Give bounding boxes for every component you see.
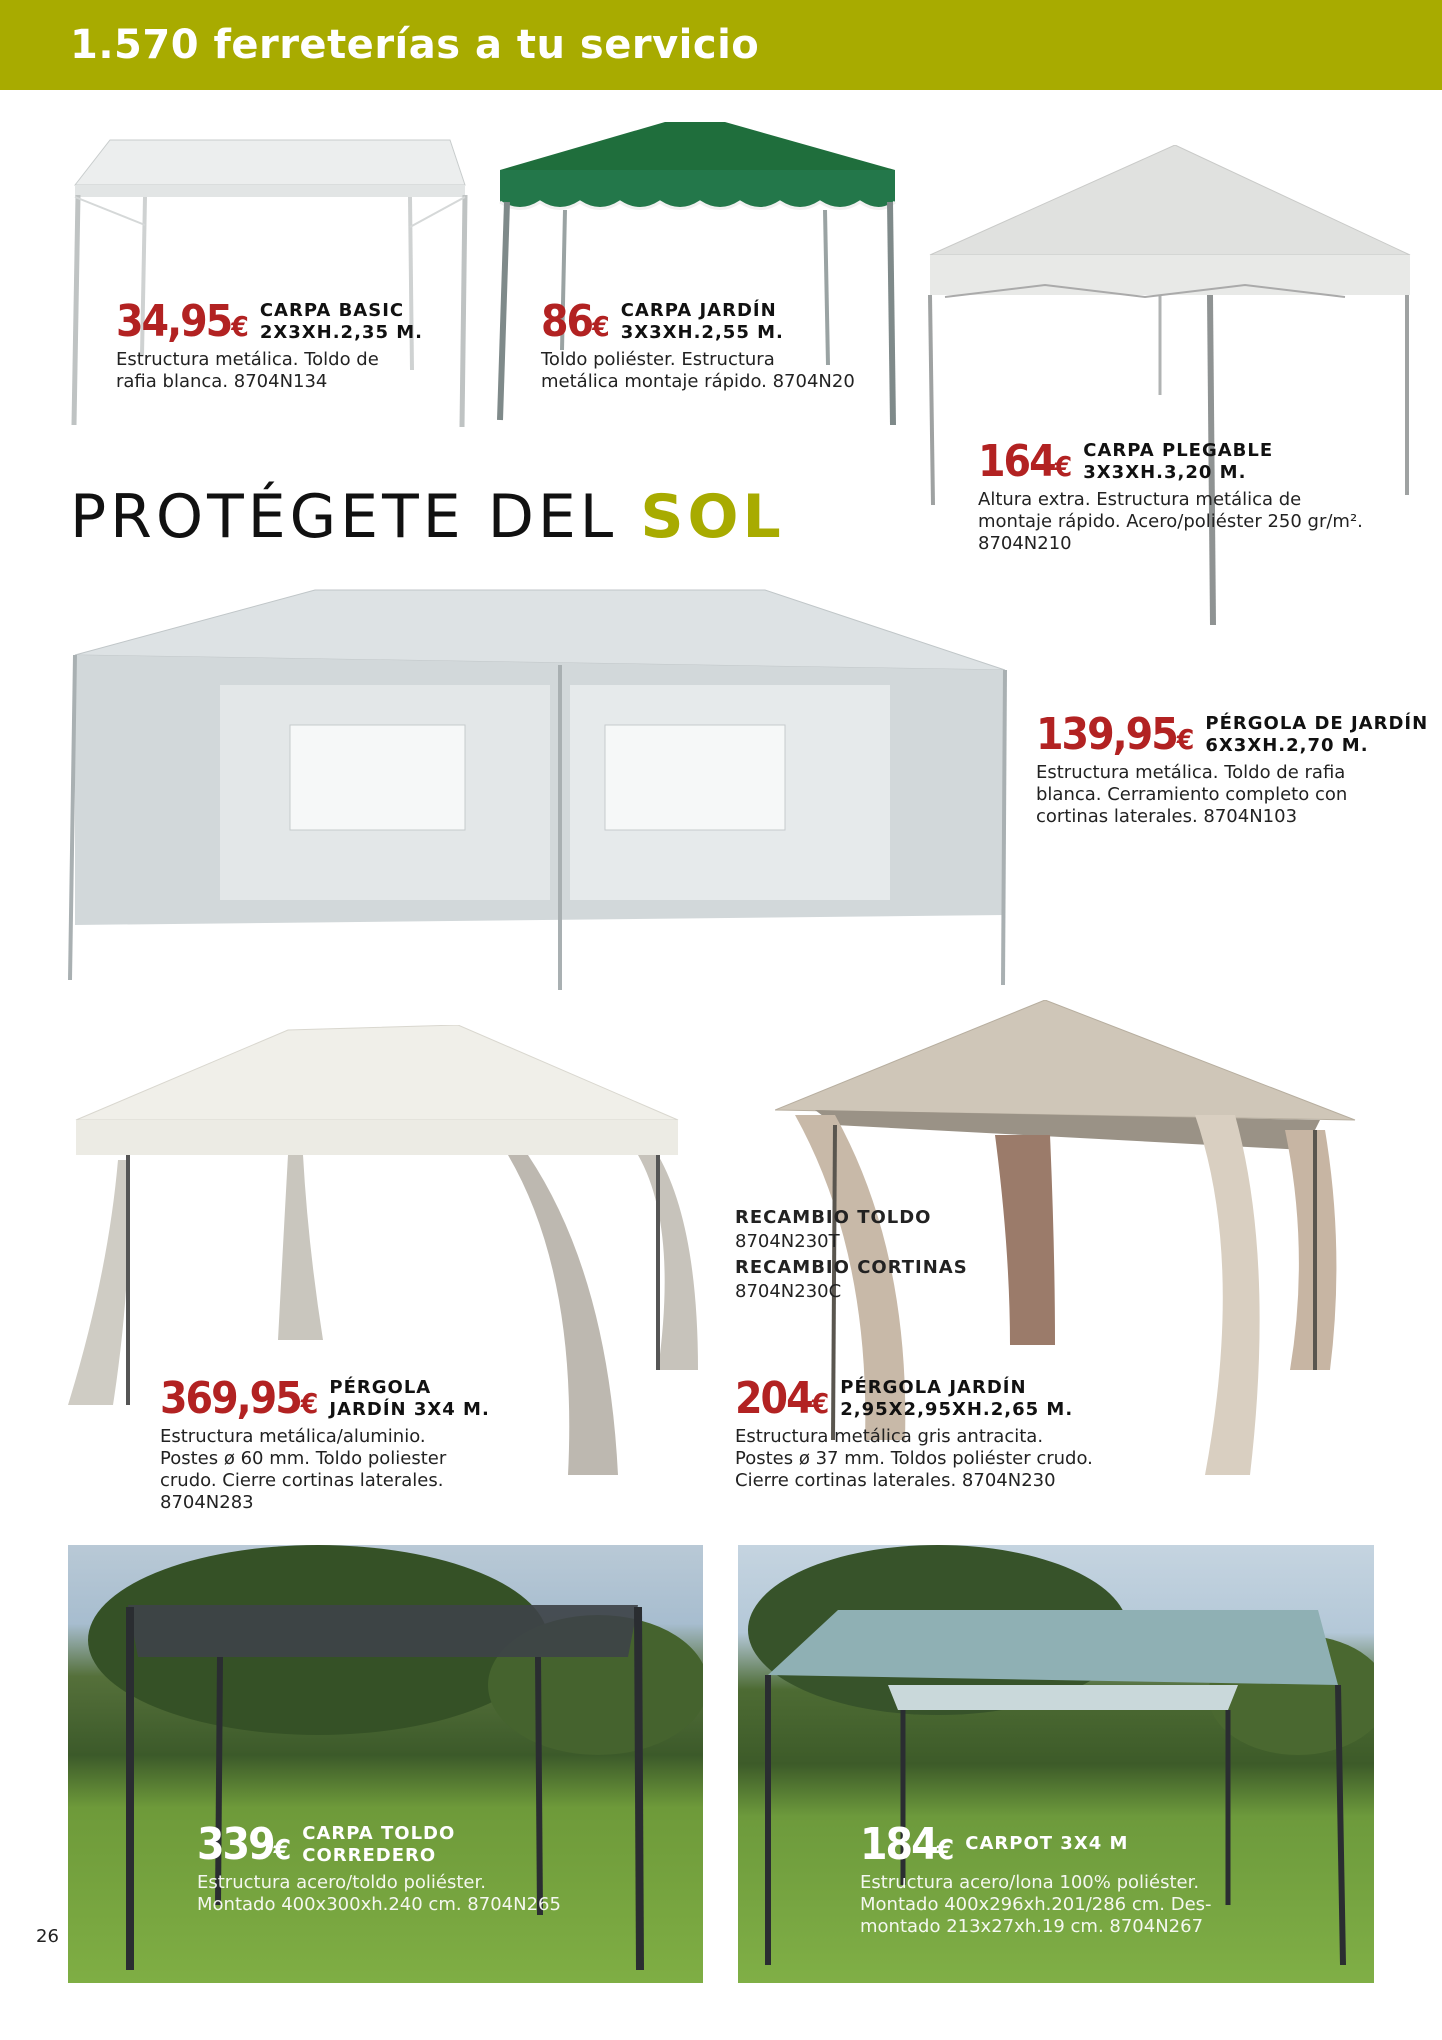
price-value: 369,95 bbox=[160, 1373, 301, 1424]
desc-line: Postes ø 37 mm. Toldos poliéster crudo. bbox=[735, 1448, 1093, 1469]
desc-line: Estructura metálica/aluminio. bbox=[160, 1426, 426, 1447]
desc-line: 8704N210 bbox=[978, 533, 1072, 554]
desc-line: Postes ø 60 mm. Toldo poliester bbox=[160, 1448, 447, 1469]
product-description bbox=[160, 1426, 490, 1514]
desc-line: crudo. Cierre cortinas laterales. bbox=[160, 1470, 444, 1491]
price bbox=[541, 296, 608, 349]
headline-prefix: PROTÉGETE DEL bbox=[70, 482, 641, 552]
price-currency: € bbox=[231, 310, 247, 343]
product-name bbox=[260, 300, 423, 344]
product-pergola-jardin-3x4 bbox=[160, 1373, 490, 1514]
desc-line: 8704N283 bbox=[160, 1492, 254, 1513]
spare-parts bbox=[735, 1206, 968, 1304]
price-currency: € bbox=[936, 1833, 953, 1866]
price-value: 204 bbox=[735, 1373, 812, 1424]
price-value: 139,95 bbox=[1036, 709, 1177, 760]
page-headline bbox=[70, 482, 785, 552]
product-name-line2: 3X3XH.2,55 M. bbox=[620, 322, 784, 343]
spare-toldo-label: RECAMBIO TOLDO bbox=[735, 1207, 932, 1228]
product-name-line1: PÉRGOLA bbox=[329, 1377, 432, 1398]
product-name-line2: JARDÍN 3X4 M. bbox=[329, 1399, 490, 1420]
desc-line: Estructura metálica. Toldo de bbox=[116, 349, 379, 370]
price-value: 184 bbox=[860, 1819, 937, 1870]
product-description bbox=[197, 1872, 561, 1916]
product-pergola-jardin-295 bbox=[735, 1373, 1093, 1492]
product-name bbox=[1205, 713, 1428, 757]
price bbox=[978, 436, 1071, 489]
desc-line: rafia blanca. 8704N134 bbox=[116, 371, 328, 392]
desc-line: Toldo poliéster. Estructura bbox=[541, 349, 775, 370]
price bbox=[160, 1373, 317, 1426]
price-currency: € bbox=[811, 1387, 828, 1420]
desc-line: metálica montaje rápido. 8704N20 bbox=[541, 371, 855, 392]
price-value: 339 bbox=[197, 1819, 274, 1870]
desc-line: Altura extra. Estructura metálica de bbox=[978, 489, 1302, 510]
product-carpa-jardin bbox=[541, 296, 855, 393]
desc-line: montado 213x27xh.19 cm. 8704N267 bbox=[860, 1916, 1204, 1937]
price bbox=[860, 1819, 953, 1872]
desc-line: Cierre cortinas laterales. 8704N230 bbox=[735, 1470, 1056, 1491]
price-value: 86 bbox=[541, 296, 593, 347]
product-carpa-toldo-corredero bbox=[197, 1819, 561, 1916]
product-name-line1: CARPA PLEGABLE bbox=[1083, 440, 1274, 461]
product-name-line1: PÉRGOLA DE JARDÍN bbox=[1205, 713, 1429, 734]
product-name bbox=[329, 1377, 489, 1421]
page-number: 26 bbox=[36, 1926, 59, 1947]
price-currency: € bbox=[1054, 450, 1071, 483]
product-description bbox=[116, 349, 423, 393]
desc-line: Montado 400x300xh.240 cm. 8704N265 bbox=[197, 1894, 561, 1915]
product-name-line2: 3X3XH.3,20 M. bbox=[1083, 462, 1247, 483]
desc-line: Montado 400x296xh.201/286 cm. Des- bbox=[860, 1894, 1212, 1915]
product-name-line1: CARPA BASIC bbox=[259, 300, 405, 321]
pergola-jardin-6x3-image bbox=[65, 585, 1020, 995]
carpa-plegable-image bbox=[925, 145, 1415, 630]
header-title: 1.570 ferreterías a tu servicio bbox=[70, 22, 760, 68]
product-name bbox=[840, 1377, 1073, 1421]
price bbox=[116, 296, 247, 349]
desc-line: Estructura metálica. Toldo de rafia bbox=[1036, 762, 1346, 783]
product-name-line1: PÉRGOLA JARDÍN bbox=[840, 1377, 1027, 1398]
product-carpa-plegable bbox=[978, 436, 1363, 555]
product-description bbox=[1036, 762, 1428, 828]
spare-cortinas-label: RECAMBIO CORTINAS bbox=[735, 1257, 968, 1278]
price-currency: € bbox=[592, 310, 608, 343]
product-name bbox=[302, 1823, 455, 1867]
desc-line: montaje rápido. Acero/poliéster 250 gr/m². bbox=[978, 511, 1363, 532]
price-value: 164 bbox=[978, 436, 1055, 487]
carpa-toldo-corredero-photo bbox=[68, 1545, 703, 1983]
product-name-line2: CORREDERO bbox=[302, 1845, 437, 1866]
product-name-line1: CARPA JARDÍN bbox=[620, 300, 777, 321]
product-name bbox=[1083, 440, 1273, 484]
product-description bbox=[860, 1872, 1212, 1938]
desc-line: Estructura metálica gris antracita. bbox=[735, 1426, 1044, 1447]
product-pergola-jardin-6x3 bbox=[1036, 709, 1429, 828]
product-name-line2: 2X3XH.2,35 M. bbox=[259, 322, 423, 343]
desc-line: blanca. Cerramiento completo con bbox=[1036, 784, 1348, 805]
headline-accent: SOL bbox=[640, 482, 785, 552]
product-name-line2: 2,95X2,95XH.2,65 M. bbox=[840, 1399, 1074, 1420]
desc-line: Estructura acero/lona 100% poliéster. bbox=[860, 1872, 1200, 1893]
product-name-line2: 6X3XH.2,70 M. bbox=[1205, 735, 1369, 756]
price-currency: € bbox=[1176, 723, 1193, 756]
product-description bbox=[978, 489, 1363, 555]
product-carpa-basic bbox=[116, 296, 423, 393]
price bbox=[735, 1373, 828, 1426]
product-name bbox=[965, 1833, 1128, 1855]
price-currency: € bbox=[300, 1387, 317, 1420]
header-bar bbox=[0, 0, 1442, 90]
product-name-line1: CARPOT 3X4 M bbox=[965, 1833, 1129, 1854]
product-description bbox=[735, 1426, 1093, 1492]
product-carpot bbox=[860, 1819, 1212, 1938]
desc-line: cortinas laterales. 8704N103 bbox=[1036, 806, 1298, 827]
product-name-line1: CARPA TOLDO bbox=[302, 1823, 456, 1844]
price bbox=[197, 1819, 290, 1872]
desc-line: Estructura acero/toldo poliéster. bbox=[197, 1872, 486, 1893]
price-currency: € bbox=[273, 1833, 290, 1866]
product-name bbox=[621, 300, 784, 344]
price-value: 34,95 bbox=[116, 296, 232, 347]
price bbox=[1036, 709, 1193, 762]
spare-cortinas-code: 8704N230C bbox=[735, 1281, 842, 1302]
product-description bbox=[541, 349, 855, 393]
spare-toldo-code: 8704N230T bbox=[735, 1231, 840, 1252]
